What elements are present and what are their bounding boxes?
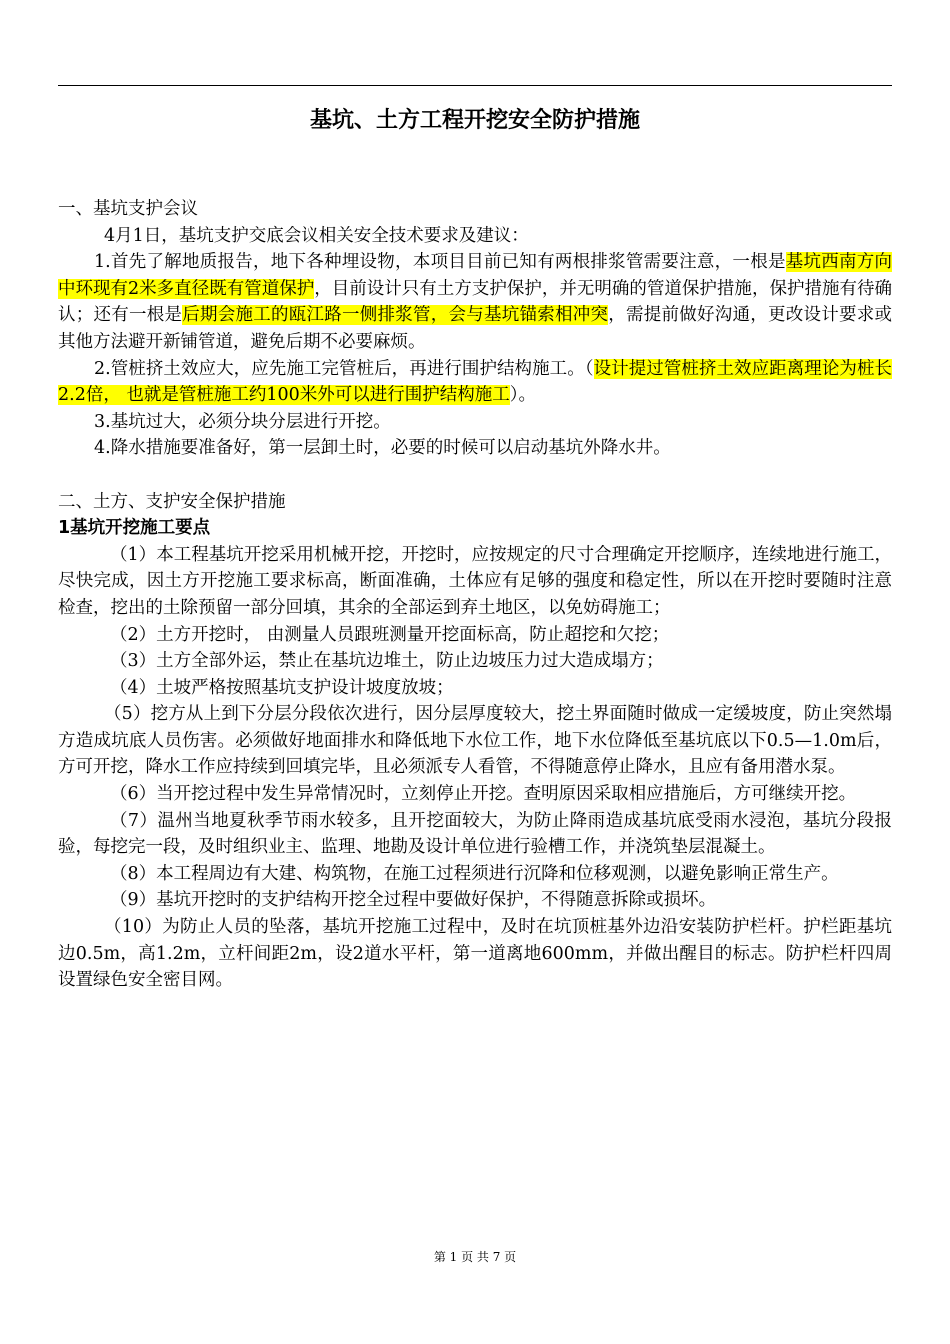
section1-heading: 一、基坑支护会议 — [58, 199, 198, 219]
section1-intro: 4月1日，基坑支护交底会议相关安全技术要求及建议： — [104, 225, 529, 246]
section2-item-1: （1）本工程基坑开挖采用机械开挖，开挖时，应按规定的尺寸合理确定开挖顺序，连续地进行施工，尽快完成，因土方开挖施工要求标高，断面准确，土体应有足够的强度和稳定性，所以在开挖时要随时注意检查，挖出的土除预留一部分回填，其余的全部运到弃土地区，以免妨碍施工； — [58, 544, 892, 618]
section2-item-7: （7）温州当地夏秋季节雨水较多，且开挖面较大，为防止降雨造成基坑底受雨水浸泡，基坑分段报验，每挖完一段，及时组织业主、监理、地勘及设计单位进行验槽工作，并浇筑垫层混凝土。 — [58, 810, 892, 858]
section1-item3: 3.基坑过大，必须分块分层进行开挖。 — [94, 411, 391, 432]
document-title: 基坑、土方工程开挖安全防护措施 — [309, 108, 640, 133]
highlight-pile-effect: 设计提过管桩挤土效应距离理论为桩长2.2倍， 也就是管桩施工约100米外可以进行围护结构施工 — [58, 358, 892, 406]
page-footer: 第 1 页 共 7 页 — [433, 1250, 517, 1264]
section2-item-4: （4）土坡严格按照基坑支护设计坡度放坡； — [110, 677, 454, 698]
section2-item-9: （9）基坑开挖时的支护结构开挖全过程中要做好保护，不得随意拆除或损坏。 — [110, 890, 717, 911]
section1-item1: 1.首先了解地质报告，地下各种埋设物，本项目目前已知有两根排浆管需要注意，一根是基坑西南方向中环现有2米多直径既有管道保护，目前设计只有土方支护保护，并无明确的管道保护措施，保护措施有待确认；还有一根是后期会施工的瓯江路一侧排浆管，会与基坑锚索相冲突，需提前做好沟通，更改设计要求或其他方法避开新铺管道，避免后期不必要麻烦。 — [58, 252, 893, 352]
spacer — [58, 462, 892, 489]
section2-item-5: （5）挖方从上到下分层分段依次进行，因分层厚度较大，挖土界面随时做成一定缓坡度，防止突然塌方造成坑底人员伤害。必须做好地面排水和降低地下水位工作，地下水位降低至基坑底以下0.5—1.0m后，方可开挖，降水工作应持续到回填完毕，且必须派专人看管，不得随意停止降水，且应有备用潜水泵。 — [58, 704, 892, 778]
section2-item-10: （10）为防止人员的坠落，基坑开挖施工过程中，及时在坑顶桩基外边沿安装防护栏杆。护栏距基坑边0.5m，高1.2m，立杆间距2m，设2道水平杆，第一道离地600mm，并做出醒目的标志。防护栏杆四周设置绿色安全密目网。 — [58, 917, 892, 991]
section2-item-6: （6）当开挖过程中发生异常情况时，立刻停止开挖。查明原因采取相应措施后，方可继续开挖。 — [110, 784, 857, 805]
section2-item-2: （2）土方开挖时， 由测量人员跟班测量开挖面标高，防止超挖和欠挖； — [110, 624, 670, 645]
section2-item-8: （8）本工程周边有大建、构筑物，在施工过程须进行沉降和位移观测，以避免影响正常生产。 — [110, 863, 839, 884]
header-rule — [58, 85, 892, 86]
section1-item2: 2.管桩挤土效应大，应先施工完管桩后，再进行围护结构施工。（设计提过管桩挤土效应距离理论为桩长2.2倍， 也就是管桩施工约100米外可以进行围护结构施工）。 — [58, 358, 892, 406]
section1-item4: 4.降水措施要准备好，第一层卸土时，必要的时候可以启动基坑外降水井。 — [94, 438, 671, 459]
highlight-pipe-protection: 基坑西南方向中环现有2米多直径既有管道保护 — [58, 252, 893, 299]
highlight-anchor-conflict: 后期会施工的瓯江路一侧排浆管，会与基坑锚索相冲突 — [182, 305, 609, 326]
section2-item-3: （3）土方全部外运，禁止在基坑边堆土，防止边坡压力过大造成塌方； — [110, 651, 664, 672]
section2-heading: 二、土方、支护安全保护措施 — [58, 491, 286, 512]
section2-subheading: 1基坑开挖施工要点 — [58, 518, 211, 539]
document-body — [58, 196, 892, 994]
